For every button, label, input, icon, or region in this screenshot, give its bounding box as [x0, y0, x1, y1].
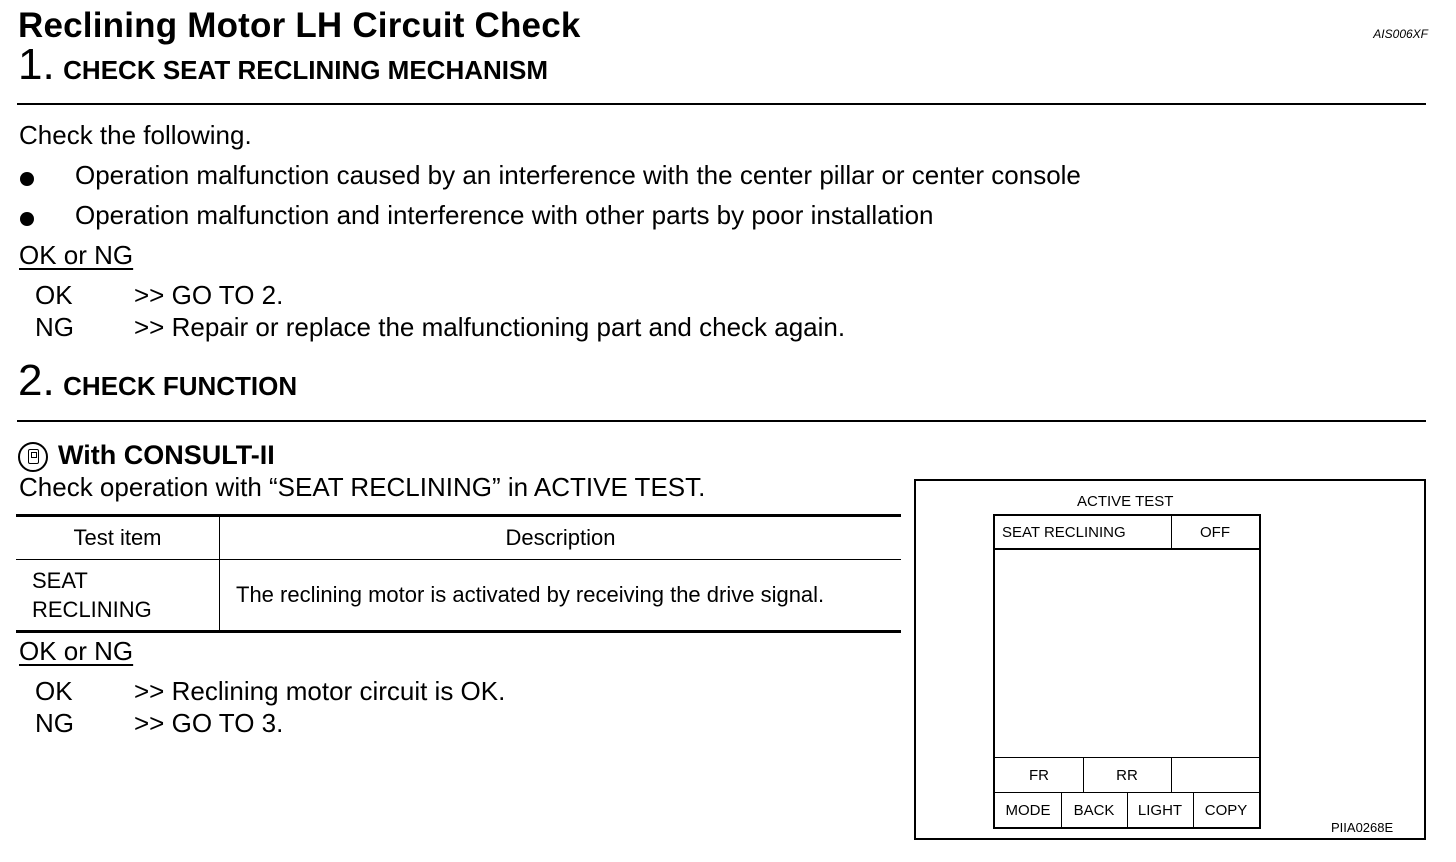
- step-1-result-ok-action: >> GO TO 2.: [134, 280, 284, 310]
- step-2-heading: [18, 356, 297, 406]
- table-header-row: [16, 516, 901, 560]
- step-2-divider: [17, 420, 1426, 422]
- rr-button[interactable]: RR: [1116, 766, 1138, 784]
- active-test-item-name: SEAT RECLINING: [1002, 524, 1126, 541]
- step-1-heading: [18, 40, 548, 90]
- function-button-row: [995, 792, 1259, 828]
- step-1-result-ok-key: OK: [35, 280, 73, 310]
- table-cell-description: The reclining motor is activated by receiving the drive signal.: [220, 560, 902, 632]
- table-header-test-item: Test item: [16, 516, 220, 560]
- step-2-result-ok-key: OK: [35, 676, 73, 706]
- active-test-item-value: OFF: [1200, 524, 1230, 541]
- step-1-bullet-2: Operation malfunction and interference with other parts by poor installation: [75, 200, 934, 230]
- document-ref-code: AIS006XF: [1373, 27, 1428, 41]
- step-2-result-ng-key: NG: [35, 708, 74, 738]
- step-2-result-heading: OK or NG: [19, 636, 134, 666]
- step-2-title: CHECK FUNCTION: [63, 371, 298, 401]
- consult-tool-icon: [18, 442, 48, 472]
- test-item-line-1: SEAT: [32, 568, 88, 593]
- step-1-intro: Check the following.: [19, 120, 252, 150]
- table-row: [16, 560, 901, 632]
- table-header-description: Description: [220, 516, 902, 560]
- active-test-item-row: [995, 516, 1259, 550]
- step-2-instruction: Check operation with “SEAT RECLINING” in ACTIVE TEST.: [19, 472, 706, 502]
- test-item-line-2: RECLINING: [32, 597, 152, 622]
- document-title: Reclining Motor LH Circuit Check: [18, 6, 581, 45]
- figure-code: PIIA0268E: [1331, 820, 1394, 835]
- screen-title: ACTIVE TEST: [1077, 493, 1174, 510]
- table-cell-test-item: [16, 560, 220, 632]
- step-1-result-heading: OK or NG: [19, 240, 134, 270]
- step-1-number: 1.: [18, 40, 55, 89]
- step-1-result-ng-key: NG: [35, 312, 74, 342]
- step-1-bullet-1: Operation malfunction caused by an interference with the center pillar or center console: [75, 160, 1081, 190]
- step-1-result-ng-action: >> Repair or replace the malfunctioning part and check again.: [134, 312, 846, 342]
- step-2-number: 2.: [18, 356, 55, 405]
- bullet-dot-icon: [20, 172, 34, 186]
- step-2-result-ng-action: >> GO TO 3.: [134, 708, 284, 738]
- consult-label: With CONSULT-II: [58, 440, 275, 470]
- select-button-row: [995, 757, 1259, 793]
- blank-button[interactable]: [1171, 758, 1259, 792]
- bullet-dot-icon: [20, 212, 34, 226]
- consult-screen: [993, 514, 1261, 829]
- fr-button[interactable]: FR: [1029, 766, 1049, 784]
- step-2-result-ok-action: >> Reclining motor circuit is OK.: [134, 676, 506, 706]
- light-button[interactable]: LIGHT: [1137, 801, 1183, 819]
- mode-button[interactable]: MODE: [1005, 801, 1051, 819]
- test-item-table: [16, 514, 901, 633]
- copy-button[interactable]: COPY: [1204, 801, 1248, 819]
- step-1-title: CHECK SEAT RECLINING MECHANISM: [63, 55, 549, 85]
- step-1-divider: [17, 103, 1426, 105]
- back-button[interactable]: BACK: [1073, 801, 1115, 819]
